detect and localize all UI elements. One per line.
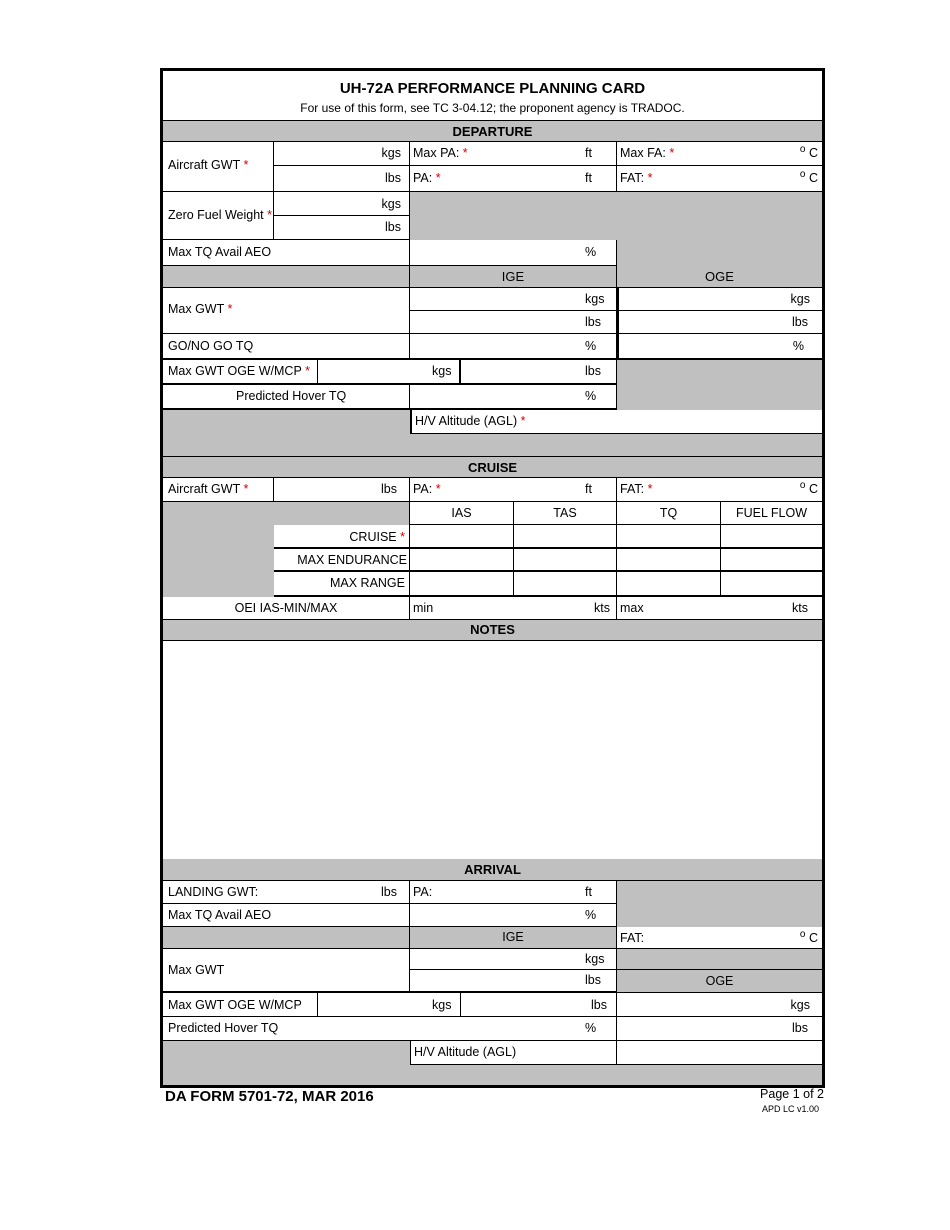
row-max-endurance-label: MAX ENDURANCE — [274, 549, 410, 572]
max-gwt-oge-wmcp-label: Max GWT OGE W/MCP * — [163, 360, 318, 385]
arrival-hv-altitude-label: H/V Altitude (AGL) — [410, 1041, 617, 1065]
gray-fill — [163, 434, 822, 456]
max-gwt-label: Max GWT * — [163, 288, 410, 334]
zero-fuel-weight-kgs-field[interactable]: kgs — [274, 192, 410, 216]
landing-gwt-field[interactable]: LANDING GWT: lbs — [163, 881, 410, 904]
row-cruise-label: CRUISE * — [274, 525, 410, 549]
arrival-oge-header: OGE — [617, 970, 822, 993]
performance-planning-card — [160, 68, 825, 1088]
oge-header: OGE — [617, 266, 822, 288]
col-fuel-flow: FUEL FLOW — [721, 502, 822, 525]
predicted-hover-tq-field[interactable]: % — [410, 385, 617, 410]
arrival-max-gwt-label: Max GWT — [163, 949, 410, 993]
notes-textarea[interactable] — [163, 641, 822, 859]
arrival-predicted-hover-tq-field[interactable]: Predicted Hover TQ % — [163, 1017, 617, 1041]
max-pa-field[interactable]: Max PA: * ft — [410, 142, 617, 166]
cruise-aircraft-gwt-lbs-field[interactable]: lbs — [274, 478, 410, 502]
form-title: UH-72A PERFORMANCE PLANNING CARD — [339, 80, 646, 97]
version-label: APD LC v1.00 — [761, 1104, 819, 1114]
arrival-max-gwt-ige-kgs-field[interactable]: kgs — [410, 949, 617, 970]
oei-min-field[interactable]: min kts — [410, 597, 617, 620]
max-gwt-oge-kgs-field[interactable]: kgs — [617, 288, 822, 311]
arrival-max-tq-avail-aeo-label: Max TQ Avail AEO — [163, 904, 410, 927]
max-endurance-ias-field[interactable] — [410, 549, 514, 572]
gray-fill — [617, 881, 822, 927]
aircraft-gwt-label: Aircraft GWT * — [163, 142, 274, 192]
max-endurance-tq-field[interactable] — [617, 549, 721, 572]
cruise-aircraft-gwt-label: Aircraft GWT * — [163, 478, 274, 502]
row-max-range-label: MAX RANGE — [274, 572, 410, 597]
col-tq: TQ — [617, 502, 721, 525]
arrival-max-gwt-ige-lbs-field[interactable]: lbs — [410, 970, 617, 993]
arrival-hv-altitude-field[interactable] — [617, 1041, 822, 1065]
cruise-fuel-flow-field[interactable] — [721, 525, 822, 549]
zero-fuel-weight-label: Zero Fuel Weight * — [163, 192, 274, 240]
zero-fuel-weight-lbs-field[interactable]: lbs — [274, 216, 410, 240]
max-fa-field[interactable]: Max FA: * $^o$ C — [617, 142, 822, 166]
cruise-pa-field[interactable]: PA: * ft — [410, 478, 617, 502]
departure-header: DEPARTURE — [163, 120, 822, 142]
gray-fill — [163, 927, 410, 949]
form-subtitle: For use of this form, see TC 3-04.12; the proponent agency is TRADOC. — [300, 101, 685, 115]
gray-fill — [163, 410, 410, 434]
max-range-ias-field[interactable] — [410, 572, 514, 597]
oei-ias-label: OEI IAS-MIN/MAX — [163, 597, 410, 620]
max-gwt-oge-wmcp-lbs-field[interactable]: lbs — [461, 360, 617, 385]
max-endurance-tas-field[interactable] — [514, 549, 617, 572]
max-gwt-oge-wmcp-kgs-field[interactable]: kgs — [318, 360, 461, 385]
go-no-go-tq-oge-field[interactable]: % — [617, 334, 822, 360]
cruise-header: CRUISE — [163, 456, 822, 478]
col-tas: TAS — [514, 502, 617, 525]
oei-max-field[interactable]: max kts — [617, 597, 822, 620]
gray-fill — [274, 502, 410, 525]
page-number: Page 1 of 2 — [760, 1087, 824, 1101]
max-gwt-ige-lbs-field[interactable]: lbs — [410, 311, 617, 334]
gray-fill — [163, 502, 274, 597]
cruise-tq-field[interactable] — [617, 525, 721, 549]
ige-header: IGE — [410, 266, 617, 288]
arrival-header: ARRIVAL — [163, 859, 822, 881]
col-ias: IAS — [410, 502, 514, 525]
gray-fill — [163, 1041, 410, 1085]
arrival-max-gwt-oge-kgs-field[interactable]: kgs — [617, 993, 822, 1017]
gray-fill — [617, 360, 822, 410]
predicted-hover-tq-label: Predicted Hover TQ — [163, 385, 410, 410]
cruise-fat-field[interactable]: FAT: * $^o$ C — [617, 478, 822, 502]
cruise-ias-field[interactable] — [410, 525, 514, 549]
max-gwt-ige-kgs-field[interactable]: kgs — [410, 288, 617, 311]
max-range-fuel-flow-field[interactable] — [721, 572, 822, 597]
arrival-max-gwt-oge-wmcp-kgs-field[interactable]: kgs — [318, 993, 461, 1017]
hv-altitude-field[interactable]: H/V Altitude (AGL) * — [410, 410, 822, 434]
arrival-max-gwt-oge-wmcp-lbs-field[interactable]: lbs — [461, 993, 617, 1017]
gray-fill — [410, 192, 822, 240]
arrival-ige-header: IGE — [410, 927, 617, 949]
max-range-tas-field[interactable] — [514, 572, 617, 597]
arrival-max-gwt-oge-lbs-field[interactable]: lbs — [617, 1017, 822, 1041]
max-tq-avail-aeo-label: Max TQ Avail AEO — [163, 240, 410, 266]
max-gwt-oge-lbs-field[interactable]: lbs — [617, 311, 822, 334]
max-endurance-fuel-flow-field[interactable] — [721, 549, 822, 572]
arrival-max-gwt-oge-wmcp-label: Max GWT OGE W/MCP — [163, 993, 318, 1017]
max-tq-avail-aeo-field[interactable]: % — [410, 240, 617, 266]
arrival-max-tq-avail-aeo-field[interactable]: % — [410, 904, 617, 927]
notes-header: NOTES — [163, 620, 822, 641]
form-number: DA FORM 5701-72, MAR 2016 — [165, 1088, 374, 1105]
aircraft-gwt-kgs-field[interactable]: kgs — [274, 142, 410, 166]
max-range-tq-field[interactable] — [617, 572, 721, 597]
arrival-fat-field[interactable]: FAT: $^o$ C — [617, 927, 822, 949]
go-no-go-tq-ige-field[interactable]: % — [410, 334, 617, 360]
pa-field[interactable]: PA: * ft — [410, 166, 617, 192]
fat-field[interactable]: FAT: * $^o$ C — [617, 166, 822, 192]
cruise-tas-field[interactable] — [514, 525, 617, 549]
gray-fill — [410, 1065, 822, 1085]
gray-fill — [163, 266, 410, 288]
arrival-pa-field[interactable]: PA: ft — [410, 881, 617, 904]
gray-fill — [617, 240, 822, 266]
aircraft-gwt-lbs-field[interactable]: lbs — [274, 166, 410, 192]
gray-fill — [617, 949, 822, 970]
go-no-go-tq-label: GO/NO GO TQ — [163, 334, 410, 360]
